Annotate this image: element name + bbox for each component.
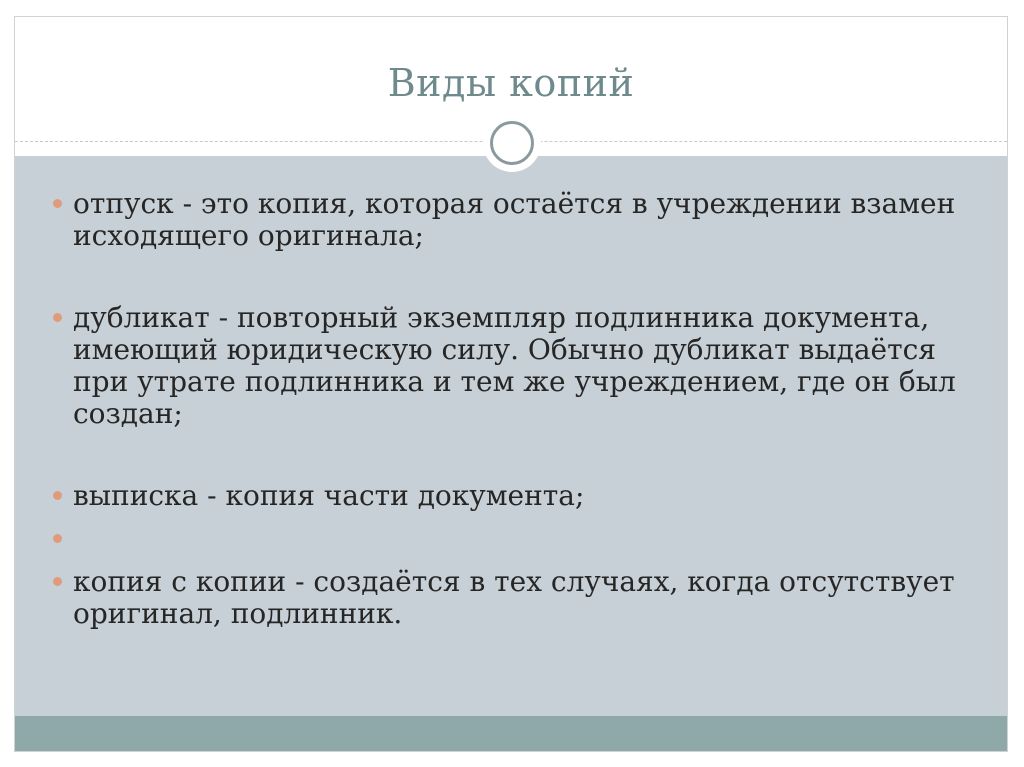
ring-icon (490, 121, 534, 165)
list-item (53, 480, 973, 512)
bullet-dot-icon (53, 199, 62, 208)
bullet-dot-icon (53, 313, 62, 322)
list-item-empty (53, 523, 973, 555)
footer-bar (15, 716, 1007, 751)
bullet-dot-icon (53, 577, 62, 586)
list-item (53, 302, 973, 430)
bullet-list (53, 188, 973, 680)
slide-title: Виды копий (387, 61, 635, 105)
list-item-text: выписка - копия части документа; (73, 479, 585, 512)
list-item-text: дубликат - повторный экземпляр подлинника документа, имеющий юридическую силу. Обычно дубликат выдаётся при утрате подлинника и тем же учреждением, где он был создан; (73, 301, 956, 430)
content-area (15, 156, 1007, 716)
slide (14, 16, 1008, 752)
list-item (53, 566, 973, 630)
bullet-dot-icon (53, 491, 62, 500)
circle-ornament-icon (483, 114, 541, 172)
bullet-dot-icon (53, 534, 62, 543)
list-item (53, 188, 973, 252)
list-item-text: копия с копии - создаётся в тех случаях, когда отсутствует оригинал, подлинник. (73, 565, 955, 630)
list-item-text: отпуск - это копия, которая остаётся в учреждении взамен исходящего оригинала; (73, 187, 956, 252)
